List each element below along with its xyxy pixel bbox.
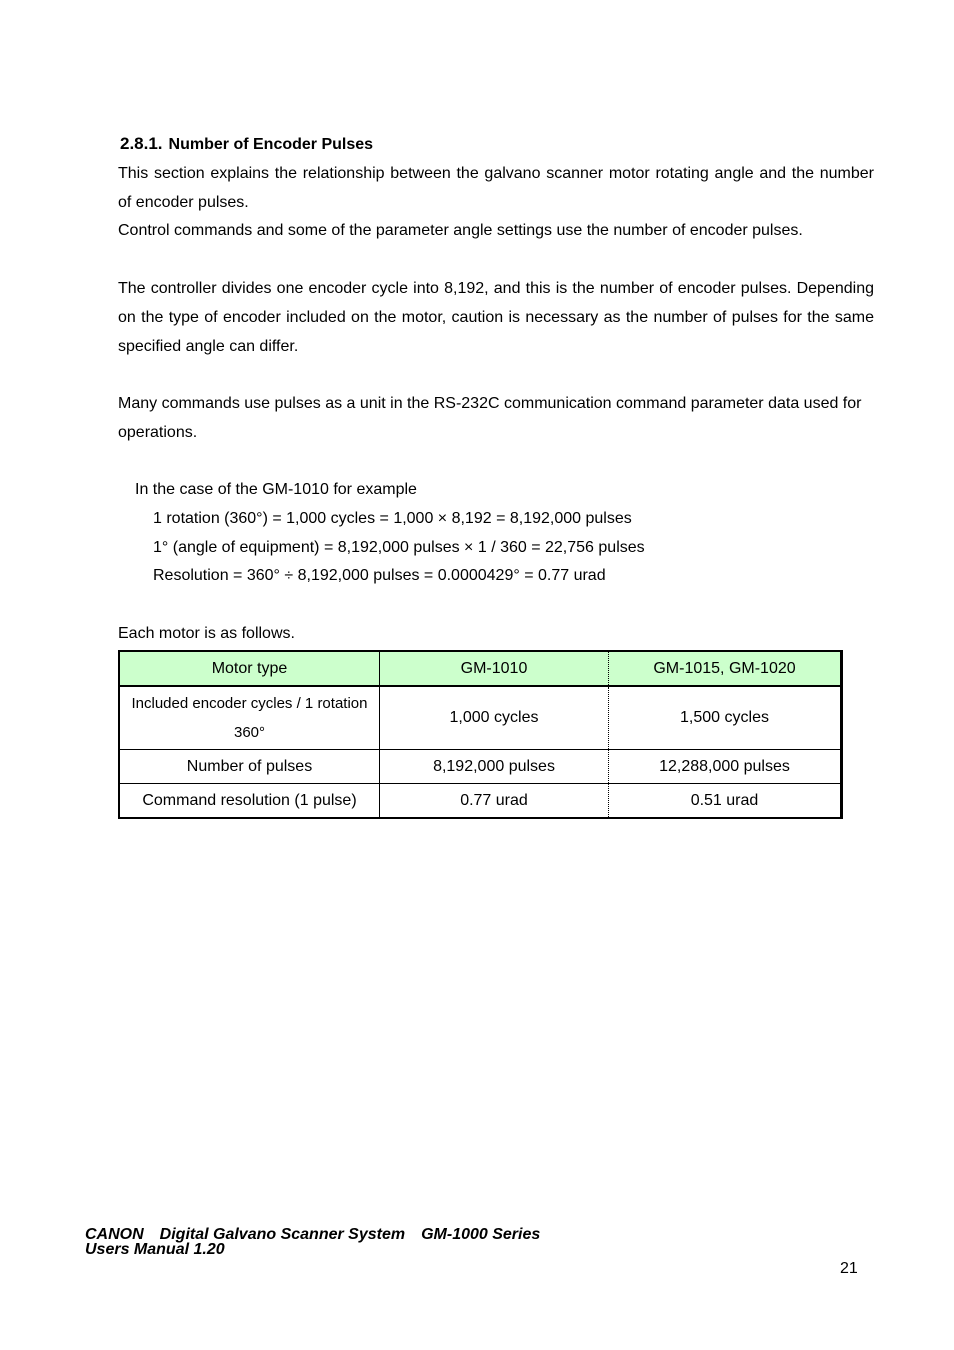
example-intro: In the case of the GM-1010 for example (135, 481, 417, 498)
footer-version: Users Manual 1.20 (85, 1241, 225, 1258)
section-number: 2.8.1. (120, 134, 163, 153)
page-number: 21 (840, 1260, 858, 1277)
table-header-cell: GM-1015, GM-1020 (609, 651, 842, 686)
example-line-2: 1° (angle of equipment) = 8,192,000 pulses × 1 / 360 = 22,756 pulses (153, 539, 645, 556)
table-intro: Each motor is as follows. (118, 625, 295, 642)
table-cell: Included encoder cycles / 1 rotation 360° (119, 686, 380, 750)
table-row (119, 784, 842, 819)
commands-paragraph: Many commands use pulses as a unit in the RS-232C communication command parameter data used for operations. (118, 395, 862, 441)
section-title: Number of Encoder Pulses (168, 136, 374, 153)
table-cell: 0.77 urad (380, 784, 609, 819)
footer-title: CANON Digital Galvano Scanner System GM-1000 Series (85, 1226, 541, 1243)
table-cell: 8,192,000 pulses (380, 750, 609, 784)
table-cell: 12,288,000 pulses (609, 750, 842, 784)
table-header-row (119, 651, 842, 686)
table-cell: 0.51 urad (609, 784, 842, 819)
table-row (119, 686, 842, 750)
table-header-cell: Motor type (119, 651, 380, 686)
table-cell: Command resolution (1 pulse) (119, 784, 380, 819)
table-row (119, 750, 842, 784)
table-cell: Number of pulses (119, 750, 380, 784)
example-line-1: 1 rotation (360°) = 1,000 cycles = 1,000 × 8,192 = 8,192,000 pulses (153, 510, 632, 527)
table-cell: 1,000 cycles (380, 686, 609, 750)
intro-paragraph-1: This section explains the relationship between the galvano scanner motor rotating angle and the number of encoder pulses. (118, 165, 874, 211)
motor-table (118, 650, 843, 819)
table-cell: 1,500 cycles (609, 686, 842, 750)
controller-paragraph: The controller divides one encoder cycle into 8,192, and this is the number of encoder pulses. Depending on the type of encoder included on the motor, caution is necessary as the number of pulses for the same specified angle can differ. (118, 280, 874, 355)
section-heading (120, 134, 373, 154)
intro-paragraph-2: Control commands and some of the parameter angle settings use the number of encoder pulses. (118, 222, 803, 239)
example-line-3: Resolution = 360° ÷ 8,192,000 pulses = 0.0000429° = 0.77 urad (153, 567, 606, 584)
table-header-cell: GM-1010 (380, 651, 609, 686)
